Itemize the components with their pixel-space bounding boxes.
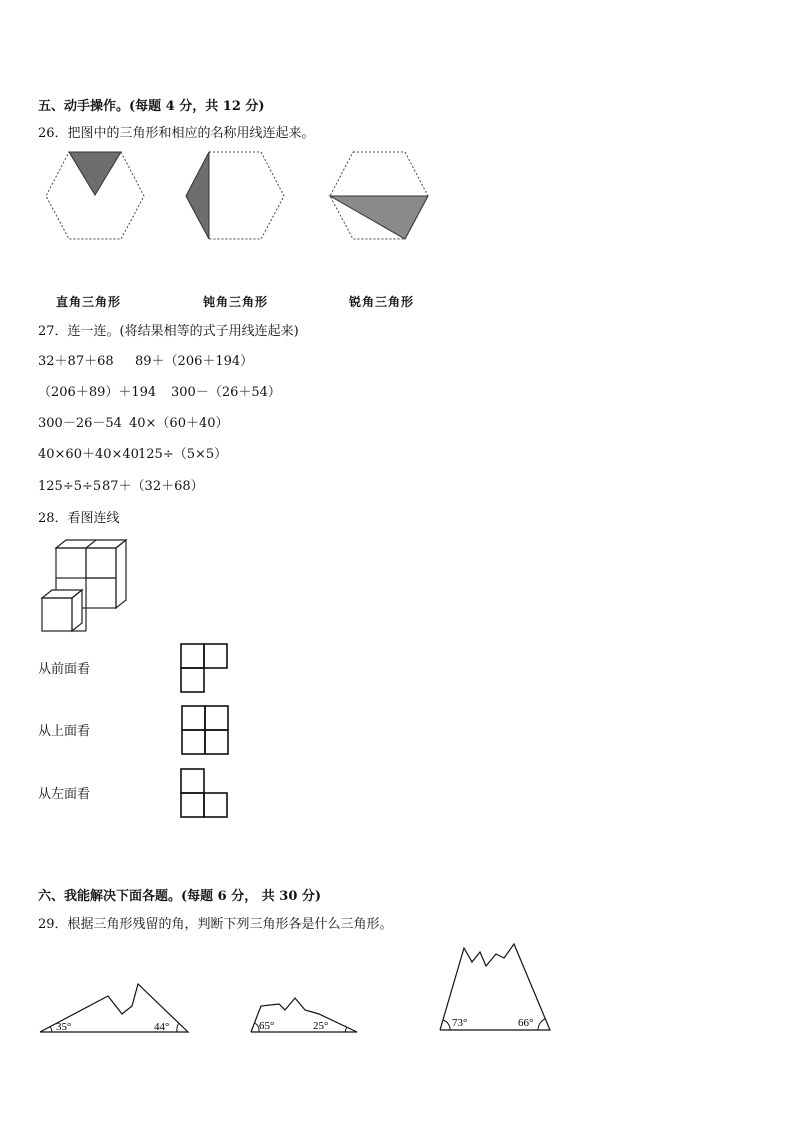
- triangle-name-3: 锐角三角形: [349, 295, 415, 309]
- angle-label-t3-left: 73°: [452, 1017, 468, 1029]
- q27-right-expr-1: 89＋（206＋194）: [135, 354, 254, 369]
- q29-prompt: 29．根据三角形残留的角，判断下列三角形各是什么三角形。: [38, 917, 393, 932]
- view-shape-l-bottom: [180, 768, 230, 820]
- q27-left-expr-5: 125÷5÷5: [38, 479, 102, 494]
- q27-left-expr-4: 40×60＋40×40: [38, 447, 139, 462]
- cube-stack-figure: [40, 538, 132, 636]
- q27-left-expr-3: 300－26－54: [38, 416, 122, 431]
- q28-prompt: 28．看图连线: [38, 511, 120, 526]
- view-shape-l-top: [180, 643, 230, 695]
- hexagon-figure-2: [180, 148, 290, 244]
- triangle-name-1: 直角三角形: [56, 295, 122, 309]
- view-label-top: 从上面看: [38, 724, 91, 739]
- angle-label-t2-left: 65°: [259, 1020, 275, 1032]
- hexagon-figure-1: [40, 148, 150, 244]
- q27-left-expr-2: （206＋89）＋194: [38, 385, 157, 400]
- broken-triangle-2: [249, 994, 361, 1036]
- q26-prompt: 26．把图中的三角形和相应的名称用线连起来。: [38, 126, 315, 141]
- q27-right-expr-2: 300－（26＋54）: [171, 385, 281, 400]
- q27-right-expr-5: 87＋（32＋68）: [102, 479, 204, 494]
- triangle-name-2: 钝角三角形: [203, 295, 269, 309]
- section6-heading: 六、我能解决下面各题。(每题 6 分， 共 30 分): [38, 889, 322, 904]
- view-label-left: 从左面看: [38, 787, 91, 802]
- section5-heading: 五、动手操作。(每题 4 分，共 12 分): [38, 99, 265, 114]
- broken-triangle-3: [438, 942, 554, 1034]
- angle-label-t1-right: 44°: [154, 1021, 170, 1033]
- hexagon-figure-3: [324, 148, 434, 244]
- broken-triangle-1: [38, 974, 192, 1038]
- q27-right-expr-4: 125÷（5×5）: [138, 447, 228, 462]
- q27-left-expr-1: 32＋87＋68: [38, 354, 114, 369]
- q27-prompt: 27．连一连。(将结果相等的式子用线连起来): [38, 324, 299, 339]
- view-shape-square: [181, 705, 231, 757]
- angle-label-t1-left: 35°: [56, 1021, 72, 1033]
- view-label-front: 从前面看: [38, 662, 91, 677]
- q27-right-expr-3: 40×（60＋40）: [129, 416, 229, 431]
- angle-label-t3-right: 66°: [518, 1017, 534, 1029]
- angle-label-t2-right: 25°: [313, 1020, 329, 1032]
